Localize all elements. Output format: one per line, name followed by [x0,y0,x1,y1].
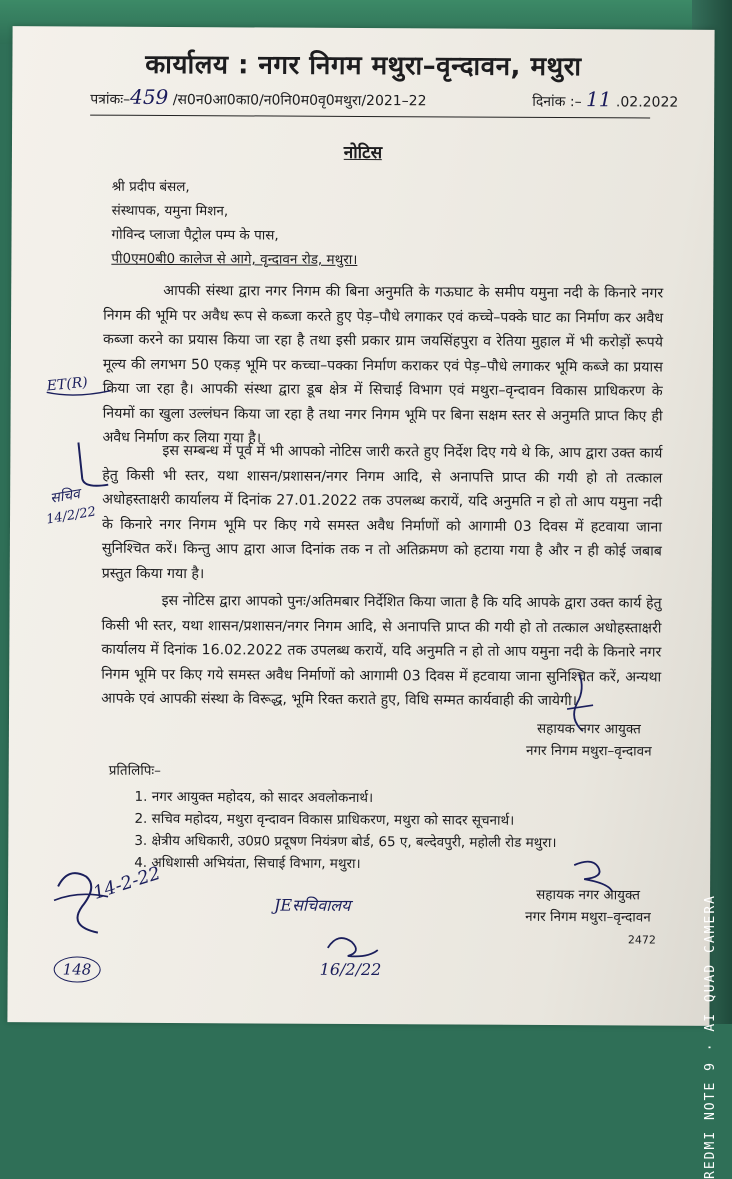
signatory-title-2: सहायक नगर आयुक्त [536,886,640,904]
notice-title: नोटिस [343,142,383,164]
margin-note-underline [45,376,115,396]
reference-number [90,85,426,111]
handwritten-signature-3 [318,928,388,964]
handwritten-circled-number: 148 [54,956,101,982]
letter-page [7,26,714,1026]
address-line: श्री प्रदीप बंसल, [111,178,190,196]
ref-handwritten: 459 [130,84,169,109]
signatory-title-1: सहायक नगर आयुक्त [537,720,641,738]
signatory-office-2: नगर निगम मथुरा–वृन्दावन [525,908,651,926]
ref-label: पत्रांकः– [90,91,131,108]
camera-watermark: REDMI NOTE 9 · AI QUAD CAMERA [703,894,718,1179]
handwritten-date-left: 14-2-22 [90,862,164,904]
address-line: संस्थापक, यमुना मिशन, [111,202,229,220]
cc-label: प्रतिलिपिः– [108,762,161,779]
cc-item: 3. क्षेत्रीय अधिकारी, उ0प्र0 प्रदूषण नियंत्रण बोर्ड, 65 ए, बल्देवपुरी, महोली रोड मथुरा। [134,832,557,852]
handwritten-date-bottom: 16/2/22 [319,959,382,980]
address-line: पी0एम0बी0 कालेज से आगे, वृन्दावन रोड, मथुरा। [111,250,358,268]
letter-date [532,87,678,112]
ref-suffix: /स0न0आ0का0/न0नि0म0वृ0मथुरा/2021–22 [172,92,427,110]
date-handwritten: 11 [586,87,612,112]
cc-item: 2. सचिव महोदय, मथुरा वृन्दावन विकास प्राधिकरण, मथुरा को सादर सूचनार्थ। [134,810,515,829]
date-suffix: .02.2022 [615,94,679,111]
address-line: गोविन्द प्लाजा पैट्रोल पम्प के पास, [111,226,279,244]
signatory-office-1: नगर निगम मथुरा–वृन्दावन [525,742,652,760]
margin-note-date: 14/2/22 [45,504,98,528]
margin-note-sachiv: सचिव [49,486,82,507]
cc-item: 4. अधिशासी अभियंता, सिचाई विभाग, मथुरा। [134,854,361,873]
header-divider [90,115,650,119]
cc-item: 1. नगर आयुक्त महोदय, को सादर अवलोकनार्थ। [134,788,374,807]
date-label: दिनांक :– [532,93,582,111]
margin-note-et: ET(R) [46,374,89,395]
handwritten-initials [38,846,149,957]
office-title: कार्यालय : नगर निगम मथुरा–वृन्दावन, मथुरा [145,49,582,83]
body-paragraph-3: इस नोटिस द्वारा आपको पुनः/अतिमबार निर्देशित किया जाता है कि यदि आपके द्वारा उक्त कार्य हेतु किसी भी स्तर, यथा शासन/प्रशासन/नगर निगम आदि, से अनापत्ति प्राप्त की गयी हो तो तत्काल अधोहस्ताक्षरी कार्यालय में दिनांक 16.02.2022 तक उपलब्ध करायें, यदि अनुमति न हो तो आप यमुना नदी के किनारे नगर निगम भूमि पर किए गये समस्त अवैध निर्माणों को आगामी 03 दिवस में हटवाया जाना सुनिश्चित करें, अन्यथा आपके एवं आपकी संस्था के विरूद्ध, भूमि रिक्त कराते हुए, विधि सम्मत कार्यवाही की जायेगी। [101,592,662,710]
document-number: 2472 [627,933,656,947]
body-paragraph-2: इस सम्बन्ध में पूर्व में भी आपको नोटिस जारी करते हुए निर्देश दिए गये थे कि, आप द्वारा उक्त कार्य हेतु किसी भी स्तर, यथा शासन/प्रशासन/नगर निगम आदि, से अनापत्ति प्राप्त की गयी हो तो तत्काल अधोहस्ताक्षरी कार्यालय में दिनांक 27.01.2022 तक उपलब्ध करायें, यदि अनुमति न हो तो आप यमुना नदी के किनारे नगर निगम भूमि पर किए गये समस्त अवैध निर्माणों को आगामी 03 दिवस में हटवाया जाना सुनिश्चित करें। किन्तु आप द्वारा आज दिनांक तक न तो अतिक्रमण को हटाया गया है और न ही कोई जबाब प्रस्तुत किया गया है। [101,442,663,582]
body-paragraph-1: आपकी संस्था द्वारा नगर निगम की बिना अनुमति के गऊघाट के समीप यमुना नदी के किनारे नगर निगम की भूमि पर अवैध रूप से कब्जा करते हुए पेड़–पौधे लगाकर एवं कच्चे–पक्के घाट का निर्माण कर अवैध कब्जा करने का प्रयास किया जा रहा है तथा इसी प्रकार ग्राम जयसिंहपुरा व रेतिया मुहाल में भी करोड़ों रूपये मूल्य की लगभग 50 एकड़ भूमि पर कच्चा–पक्का निर्माण कराकर एवं पेड़–पौधे लगाकर भूमि कब्जे का प्रयास किया जा रहा है। आपकी संस्था द्वारा डूब क्षेत्र में सिचाई विभाग एवं मथुरा–वृन्दावन विकास प्राधिकरण के नियमों का खुला उल्लंघन किया जा रहा है तथा नगर निगम भूमि पर बिना सक्षम स्तर से अनुमति प्राप्त किए ही अवैध निर्माण कर लिया गया है। [102,282,664,447]
handwritten-receipt-note: JEसचिवालय [273,895,351,915]
